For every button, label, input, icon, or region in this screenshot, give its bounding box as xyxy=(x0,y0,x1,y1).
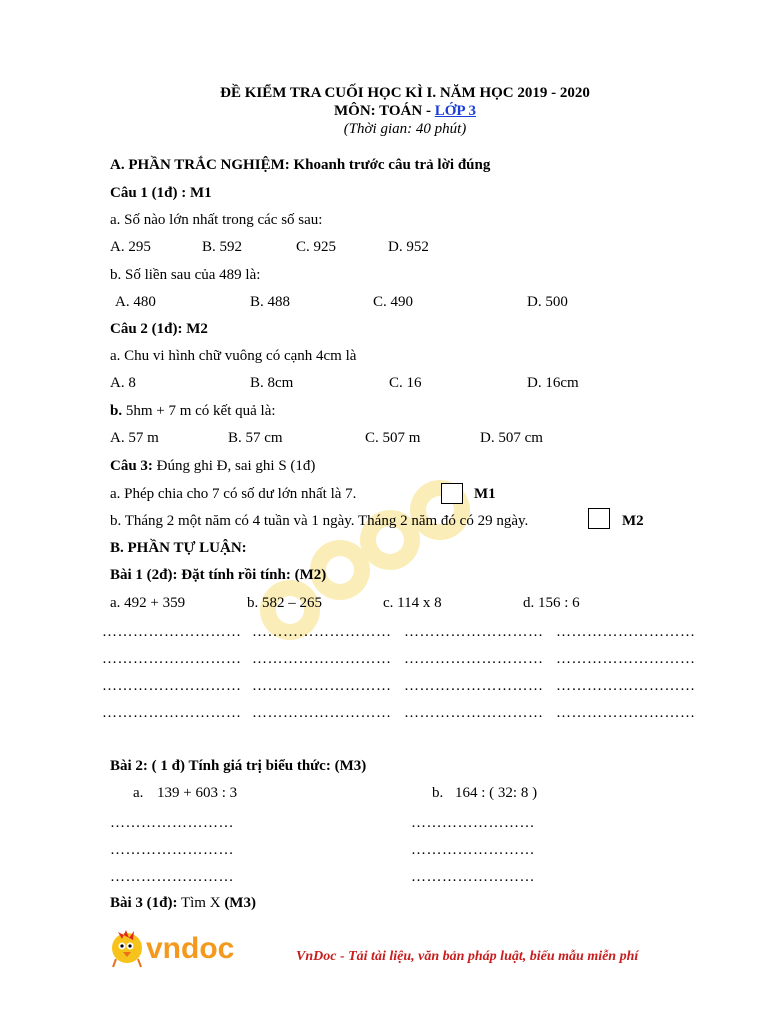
cau1b-option-b: B. 488 xyxy=(250,294,291,310)
cau1b-option-d: D. 500 xyxy=(527,294,568,310)
cau3a-level: M1 xyxy=(474,486,496,502)
answer-line[interactable]: ……………………… xyxy=(404,651,544,667)
cau1a-option-b: B. 592 xyxy=(202,239,243,255)
answer-line[interactable]: ……………………… xyxy=(404,624,544,640)
cau2-question-b xyxy=(110,404,276,419)
cau2a-option-c: C. 16 xyxy=(389,375,422,391)
bai1-item-b: b. 582 – 265 xyxy=(247,595,322,611)
cau3-label: Câu 3: xyxy=(110,458,153,474)
answer-line[interactable]: …………………… xyxy=(411,842,535,858)
cau2b-option-a: A. 57 m xyxy=(110,430,159,446)
cau3a-answer-box[interactable] xyxy=(441,483,463,504)
cau2-heading: Câu 2 (1đ): M2 xyxy=(110,321,208,337)
cau3-instruction: Đúng ghi Đ, sai ghi S (1đ) xyxy=(152,458,316,474)
footer-tagline: VnDoc - Tải tài liệu, văn bản pháp luật, biểu mẫu miễn phí xyxy=(296,949,639,964)
subject-label: MÔN: TOÁN - xyxy=(334,103,435,119)
bai2-heading: Bài 2: ( 1 đ) Tính giá trị biểu thức: (M3) xyxy=(110,758,367,774)
rooster-mascot-icon xyxy=(108,924,258,968)
cau2b-option-d: D. 507 cm xyxy=(480,430,543,446)
answer-line[interactable]: ……………………… xyxy=(404,705,544,721)
cau1a-option-a: A. 295 xyxy=(110,239,151,255)
answer-line[interactable]: ……………………… xyxy=(556,678,696,694)
answer-line[interactable]: ……………………… xyxy=(556,705,696,721)
bai3-heading xyxy=(110,896,256,911)
answer-line[interactable]: …………………… xyxy=(110,869,234,885)
cau3-statement-b: b. Tháng 2 một năm có 4 tuần và 1 ngày. Tháng 2 năm đó có 29 ngày. xyxy=(110,513,529,529)
answer-line[interactable]: ……………………… xyxy=(556,651,696,667)
bai3-task: Tìm X xyxy=(177,895,225,911)
answer-line[interactable]: ……………………… xyxy=(252,651,392,667)
cau1-question-b: b. Số liền sau của 489 là: xyxy=(110,267,261,283)
answer-line[interactable]: …………………… xyxy=(411,869,535,885)
vndoc-logo[interactable] xyxy=(108,924,258,968)
answer-line[interactable]: ……………………… xyxy=(102,705,242,721)
cau2b-option-c: C. 507 m xyxy=(365,430,421,446)
cau1-question-a: a. Số nào lớn nhất trong các số sau: xyxy=(110,212,323,228)
cau1a-option-d: D. 952 xyxy=(388,239,429,255)
bai1-heading: Bài 1 (2đ): Đặt tính rồi tính: (M2) xyxy=(110,567,327,583)
answer-line[interactable]: ……………………… xyxy=(102,678,242,694)
part-a-heading: A. PHẦN TRẮC NGHIỆM: Khoanh trước câu trả lời đúng xyxy=(110,157,491,173)
answer-line[interactable]: …………………… xyxy=(110,815,234,831)
cau2b-label: b. xyxy=(110,403,123,419)
bai2-item-b: 164 : ( 32: 8 ) xyxy=(455,785,538,801)
cau1a-option-c: C. 925 xyxy=(296,239,337,255)
cau2b-option-b: B. 57 cm xyxy=(228,430,283,446)
svg-text:vndoc: vndoc xyxy=(146,932,235,965)
answer-line[interactable]: …………………… xyxy=(411,815,535,831)
exam-title: ĐỀ KIỂM TRA CUỐI HỌC KÌ I. NĂM HỌC 2019 - 2020 xyxy=(220,85,590,101)
answer-line[interactable]: ……………………… xyxy=(102,651,242,667)
answer-line[interactable]: ……………………… xyxy=(404,678,544,694)
cau2b-text: 5hm + 7 m có kết quả là: xyxy=(122,403,276,419)
cau3b-answer-box[interactable] xyxy=(588,508,610,529)
bai2-item-a: 139 + 603 : 3 xyxy=(157,785,238,801)
answer-line[interactable]: …………………… xyxy=(110,842,234,858)
cau2a-option-b: B. 8cm xyxy=(250,375,294,391)
cau3-statement-a: a. Phép chia cho 7 có số dư lớn nhất là 7. xyxy=(110,486,357,502)
answer-line[interactable]: ……………………… xyxy=(252,624,392,640)
bai1-item-d: d. 156 : 6 xyxy=(523,595,580,611)
grade-link[interactable]: LỚP 3 xyxy=(434,103,476,119)
cau3-heading xyxy=(110,459,315,474)
answer-line[interactable]: ……………………… xyxy=(556,624,696,640)
cau1b-option-a: A. 480 xyxy=(115,294,156,310)
answer-line[interactable]: ……………………… xyxy=(252,678,392,694)
cau1-heading: Câu 1 (1đ) : M1 xyxy=(110,185,212,201)
bai3-level: (M3) xyxy=(224,895,256,911)
cau2a-option-a: A. 8 xyxy=(110,375,136,391)
bai3-label: Bài 3 (1đ): xyxy=(110,895,178,911)
cau2a-option-d: D. 16cm xyxy=(527,375,579,391)
bai2-item-a-label: a. xyxy=(133,785,144,801)
cau3b-level: M2 xyxy=(622,513,644,529)
answer-line[interactable]: ……………………… xyxy=(102,624,242,640)
cau1b-option-c: C. 490 xyxy=(373,294,414,310)
cau2-question-a: a. Chu vi hình chữ vuông có cạnh 4cm là xyxy=(110,348,357,364)
bai2-item-b-label: b. xyxy=(432,785,444,801)
bai1-item-c: c. 114 x 8 xyxy=(383,595,442,611)
part-b-heading: B. PHẦN TỰ LUẬN: xyxy=(110,540,247,556)
answer-line[interactable]: ……………………… xyxy=(252,705,392,721)
duration: (Thời gian: 40 phút) xyxy=(343,121,467,137)
subject-line xyxy=(0,104,768,119)
bai1-item-a: a. 492 + 359 xyxy=(110,595,186,611)
